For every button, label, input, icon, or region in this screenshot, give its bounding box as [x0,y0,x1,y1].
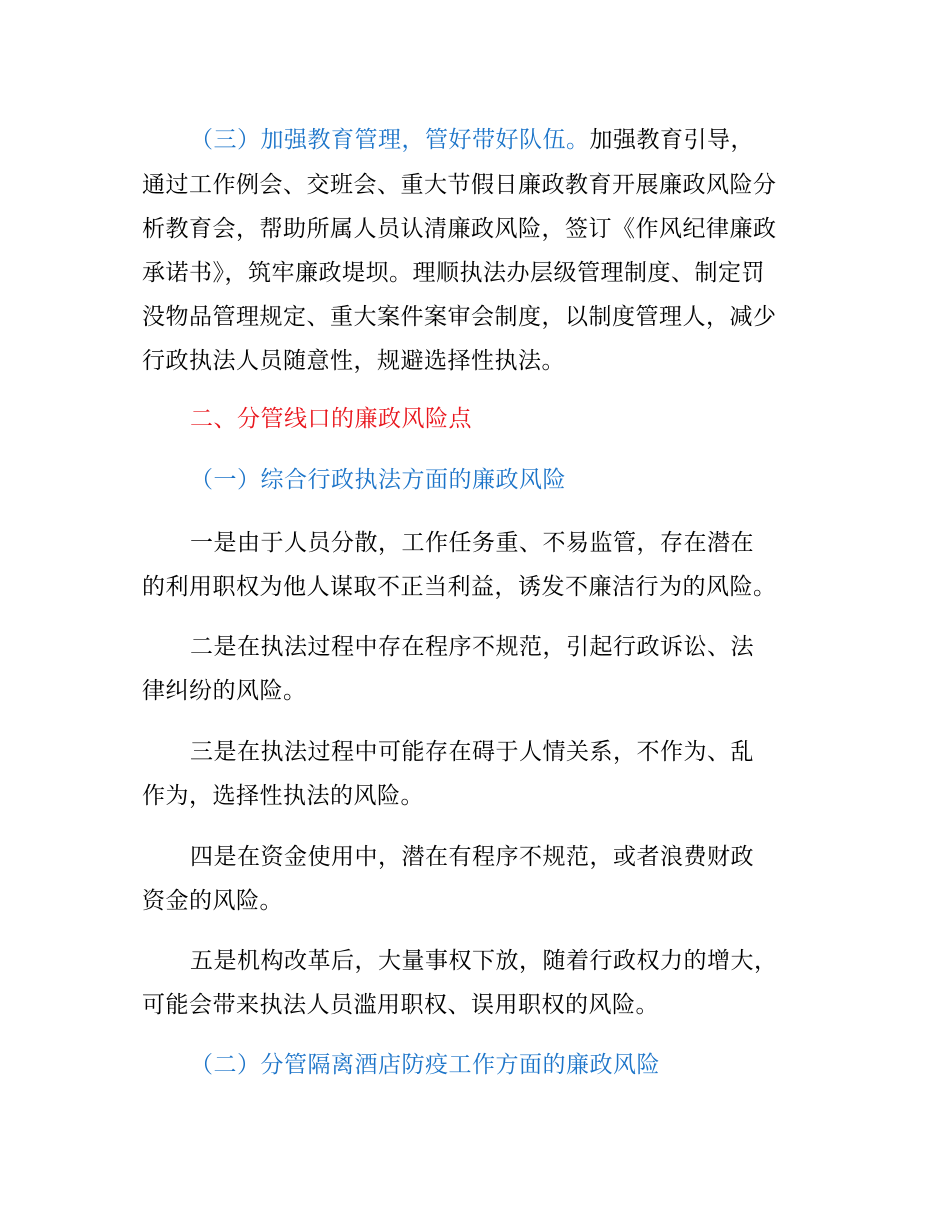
section3-line-4: 没物品管理规定、重大案件案审会制度，以制度管理人，减少 [142,304,777,330]
sub1-para5-line2: 可能会带来执法人员滥用职权、误用职权的风险。 [142,992,659,1018]
sub1-para3-line1: 三是在执法过程中可能存在碍于人情关系，不作为、乱 [190,739,754,765]
sub1-para2-line2: 律纠纷的风险。 [142,678,307,704]
sub2-heading: （二）分管隔离酒店防疫工作方面的廉政风险 [190,1052,660,1078]
part2-heading: 二、分管线口的廉政风险点 [190,406,472,432]
sub1-para5-line1: 五是机构改革后，大量事权下放，随着行政权力的增大， [190,948,778,974]
sub1-para1-line2: 的利用职权为他人谋取不正当利益，诱发不廉洁行为的风险。 [142,574,777,600]
section3-first-line [190,125,754,155]
sub1-para4-line1: 四是在资金使用中，潜在有程序不规范，或者浪费财政 [190,844,754,870]
section3-first-line-tail: 加强教育引导， [589,127,754,153]
sub1-para2-line1: 二是在执法过程中存在程序不规范，引起行政诉讼、法 [190,634,754,660]
sub1-para3-line2: 作为，选择性执法的风险。 [142,783,424,809]
section3-line-1: 通过工作例会、交班会、重大节假日廉政教育开展廉政风险分 [142,172,777,198]
sub1-heading: （一）综合行政执法方面的廉政风险 [190,467,566,493]
section3-line-2: 析教育会，帮助所属人员认清廉政风险，签订《作风纪律廉政 [142,216,777,242]
sub1-para1-line1: 一是由于人员分散，工作任务重、不易监管，存在潜在 [190,530,754,556]
sub1-para4-line2: 资金的风险。 [142,888,283,914]
section3-line-5: 行政执法人员随意性，规避选择性执法。 [142,348,565,374]
section3-heading: （三）加强教育管理，管好带好队伍。 [190,127,590,153]
section3-line-3: 承诺书》，筑牢廉政堤坝。理顺执法办层级管理制度、制定罚 [142,260,765,286]
